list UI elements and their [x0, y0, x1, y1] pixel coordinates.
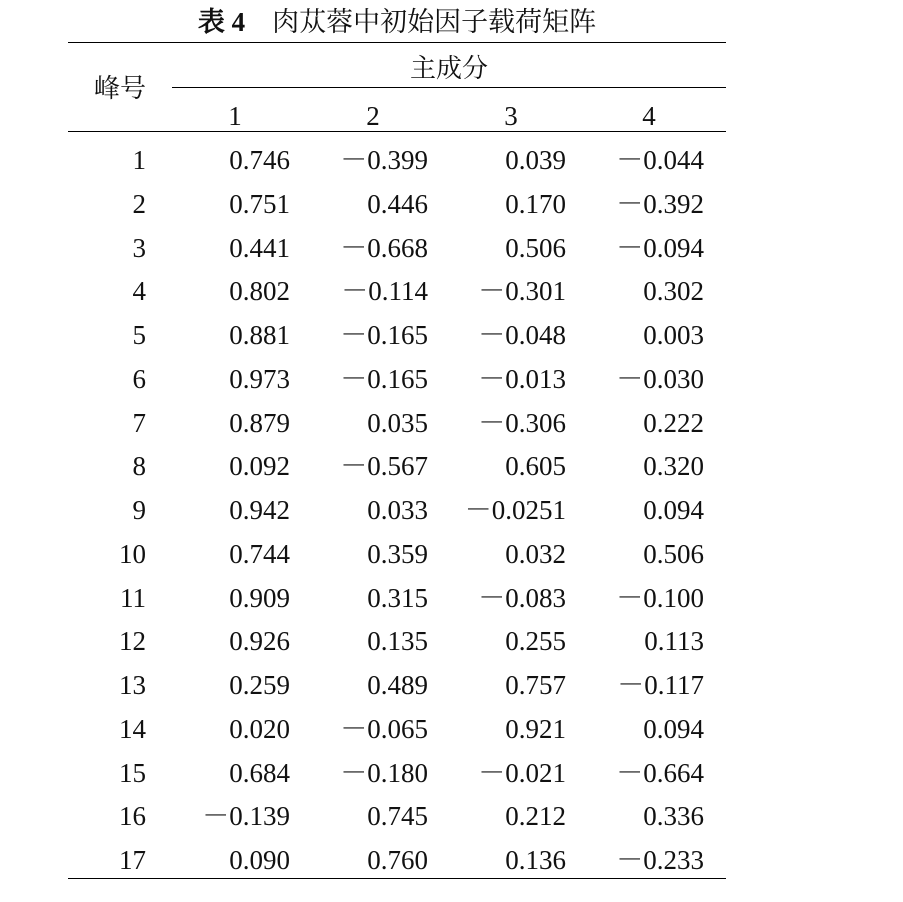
loading-cell-pc3: 0.605 — [505, 451, 566, 481]
loading-cell-pc4: －0.392 — [616, 189, 704, 219]
peak-number-header: 峰号 — [93, 74, 146, 103]
header-rule — [68, 131, 726, 132]
loading-cell-pc1: 0.751 — [229, 189, 290, 219]
loading-cell-pc3: －0.048 — [478, 320, 566, 350]
loading-cell-pc2: 0.760 — [367, 845, 428, 875]
loading-cell-pc2: －0.065 — [340, 714, 428, 744]
table-row — [0, 444, 760, 488]
loading-cell-pc1: 0.746 — [229, 145, 290, 175]
loading-cell-pc1: 0.942 — [229, 495, 290, 525]
loading-cell-pc1: 0.441 — [229, 233, 290, 263]
peak-number-cell: 4 — [132, 276, 146, 306]
table-row — [0, 182, 760, 226]
loading-cell-pc2: －0.114 — [341, 276, 428, 306]
peak-number-cell: 17 — [119, 845, 146, 875]
top-rule — [68, 42, 726, 43]
loading-cell-pc3: 0.255 — [505, 626, 566, 656]
loading-cell-pc4: 0.222 — [643, 408, 704, 438]
table-row — [0, 401, 760, 445]
column-header-4: 4 — [642, 101, 656, 131]
table-row — [0, 532, 760, 576]
loading-cell-pc4: 0.113 — [644, 626, 704, 656]
loading-cell-pc3: －0.021 — [478, 758, 566, 788]
loading-cell-pc4: －0.094 — [616, 233, 704, 263]
loading-cell-pc3: －0.083 — [478, 583, 566, 613]
loading-cell-pc2: －0.165 — [340, 320, 428, 350]
loading-cell-pc4: 0.320 — [643, 451, 704, 481]
table-row — [0, 663, 760, 707]
column-header-2: 2 — [366, 101, 380, 131]
loading-cell-pc2: －0.567 — [340, 451, 428, 481]
peak-number-cell: 12 — [119, 626, 146, 656]
table-row — [0, 488, 760, 532]
table-caption — [0, 4, 794, 40]
loading-cell-pc3: 0.170 — [505, 189, 566, 219]
loading-cell-pc3: 0.506 — [505, 233, 566, 263]
table-row — [0, 576, 760, 620]
loading-cell-pc3: －0.306 — [478, 408, 566, 438]
table-number: 表 4 — [197, 7, 246, 37]
loading-cell-pc4: 0.094 — [643, 714, 704, 744]
loading-cell-pc4: 0.506 — [643, 539, 704, 569]
loading-cell-pc2: 0.446 — [367, 189, 428, 219]
loading-cell-pc1: 0.020 — [229, 714, 290, 744]
loading-cell-pc4: －0.030 — [616, 364, 704, 394]
table-row — [0, 357, 760, 401]
loading-cell-pc1: 0.881 — [229, 320, 290, 350]
table-title: 肉苁蓉中初始因子载荷矩阵 — [272, 7, 597, 37]
peak-number-cell: 14 — [119, 714, 146, 744]
loading-cell-pc3: 0.212 — [505, 801, 566, 831]
loading-cell-pc2: －0.180 — [340, 758, 428, 788]
table-row — [0, 707, 760, 751]
loading-cell-pc2: 0.035 — [367, 408, 428, 438]
loading-cell-pc3: 0.921 — [505, 714, 566, 744]
loading-cell-pc2: 0.135 — [367, 626, 428, 656]
table-row — [0, 269, 760, 313]
loading-cell-pc3: 0.757 — [505, 670, 566, 700]
principal-component-header: 主成分 — [409, 54, 488, 83]
peak-number-cell: 15 — [119, 758, 146, 788]
table-row — [0, 619, 760, 663]
table-row — [0, 313, 760, 357]
table-row — [0, 138, 760, 182]
loading-cell-pc1: 0.090 — [229, 845, 290, 875]
loading-cell-pc1: －0.139 — [202, 801, 290, 831]
loading-cell-pc1: 0.973 — [229, 364, 290, 394]
column-header-3: 3 — [504, 101, 518, 131]
loading-cell-pc1: 0.259 — [229, 670, 290, 700]
peak-number-cell: 13 — [119, 670, 146, 700]
loading-cell-pc4: 0.336 — [643, 801, 704, 831]
peak-number-cell: 6 — [132, 364, 146, 394]
loading-cell-pc4: －0.117 — [617, 670, 704, 700]
loading-cell-pc1: 0.802 — [229, 276, 290, 306]
loading-cell-pc2: 0.745 — [367, 801, 428, 831]
bottom-rule — [68, 878, 726, 879]
table-row — [0, 838, 760, 882]
peak-number-cell: 10 — [119, 539, 146, 569]
peak-number-cell: 2 — [132, 189, 146, 219]
loading-cell-pc1: 0.684 — [229, 758, 290, 788]
loading-cell-pc2: －0.399 — [340, 145, 428, 175]
peak-number-cell: 3 — [132, 233, 146, 263]
loading-cell-pc1: 0.092 — [229, 451, 290, 481]
table-row — [0, 794, 760, 838]
loading-cell-pc4: －0.664 — [616, 758, 704, 788]
peak-number-cell: 11 — [120, 583, 146, 613]
peak-number-cell: 8 — [132, 451, 146, 481]
loading-cell-pc4: －0.100 — [616, 583, 704, 613]
loading-cell-pc4: 0.302 — [643, 276, 704, 306]
peak-number-cell: 9 — [132, 495, 146, 525]
table-row — [0, 751, 760, 795]
peak-number-cell: 5 — [132, 320, 146, 350]
loading-cell-pc3: －0.301 — [478, 276, 566, 306]
peak-number-cell: 16 — [119, 801, 146, 831]
column-header-1: 1 — [228, 101, 242, 131]
loading-cell-pc1: 0.879 — [229, 408, 290, 438]
loading-cell-pc3: 0.032 — [505, 539, 566, 569]
loading-cell-pc3: 0.039 — [505, 145, 566, 175]
loading-cell-pc2: 0.359 — [367, 539, 428, 569]
table-row — [0, 226, 760, 270]
peak-number-cell: 1 — [132, 145, 146, 175]
loading-cell-pc2: －0.668 — [340, 233, 428, 263]
loading-cell-pc2: 0.489 — [367, 670, 428, 700]
loading-cell-pc4: －0.233 — [616, 845, 704, 875]
loading-cell-pc3: －0.013 — [478, 364, 566, 394]
loading-cell-pc2: 0.315 — [367, 583, 428, 613]
loading-cell-pc4: －0.044 — [616, 145, 704, 175]
loading-cell-pc2: －0.165 — [340, 364, 428, 394]
loading-cell-pc3: －0.0251 — [464, 495, 566, 525]
loading-cell-pc1: 0.909 — [229, 583, 290, 613]
loading-cell-pc4: 0.094 — [643, 495, 704, 525]
group-header-rule — [172, 87, 726, 88]
loading-cell-pc1: 0.744 — [229, 539, 290, 569]
peak-number-cell: 7 — [132, 408, 146, 438]
loading-cell-pc1: 0.926 — [229, 626, 290, 656]
loading-cell-pc3: 0.136 — [505, 845, 566, 875]
loading-cell-pc2: 0.033 — [367, 495, 428, 525]
loading-cell-pc4: 0.003 — [643, 320, 704, 350]
